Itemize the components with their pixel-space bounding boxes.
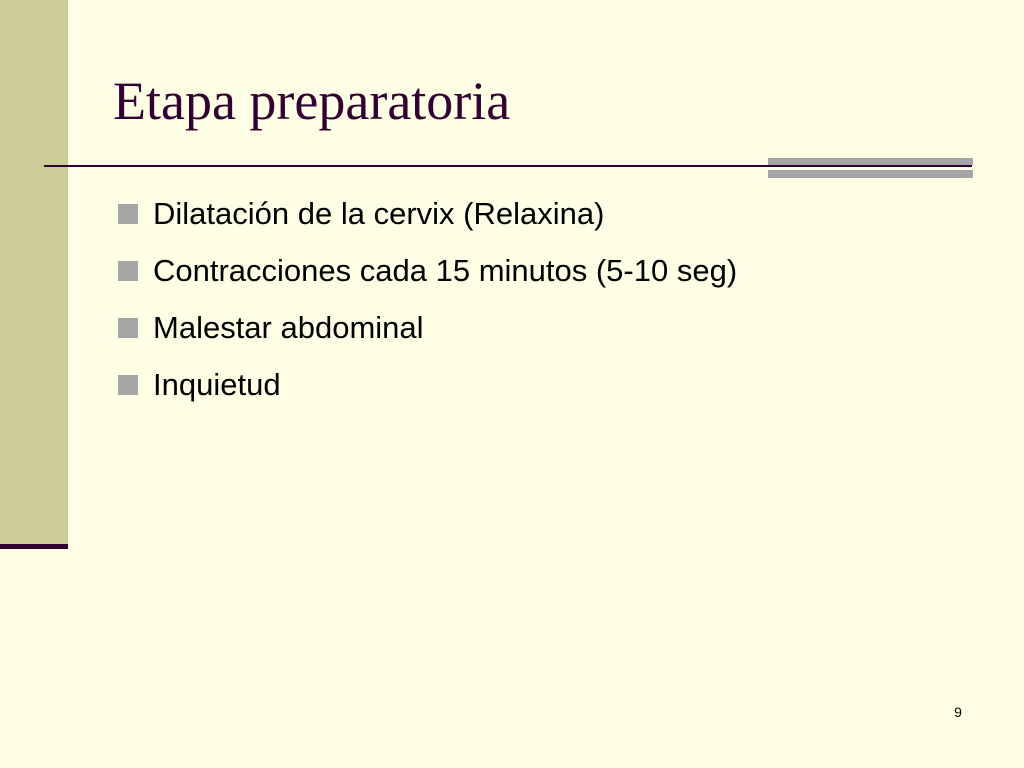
bullet-text: Malestar abdominal bbox=[153, 309, 424, 345]
square-bullet-icon bbox=[118, 261, 138, 281]
accent-bar-bottom bbox=[768, 170, 973, 178]
square-bullet-icon bbox=[118, 318, 138, 338]
bullet-item bbox=[118, 185, 737, 242]
slide-title: Etapa preparatoria bbox=[113, 71, 511, 131]
left-decorative-band bbox=[0, 0, 68, 546]
square-bullet-icon bbox=[118, 204, 138, 224]
bullet-list bbox=[118, 185, 737, 413]
left-band-underline bbox=[0, 544, 68, 549]
bullet-item bbox=[118, 242, 737, 299]
bullet-item bbox=[118, 299, 737, 356]
title-divider-line bbox=[44, 165, 972, 167]
square-bullet-icon bbox=[118, 375, 138, 395]
slide-number: 9 bbox=[954, 704, 962, 720]
bullet-text: Contracciones cada 15 minutos (5-10 seg) bbox=[153, 252, 738, 288]
accent-bar-top bbox=[768, 158, 973, 165]
bullet-item bbox=[118, 356, 737, 413]
bullet-text: Inquietud bbox=[153, 366, 281, 402]
bullet-text: Dilatación de la cervix (Relaxina) bbox=[153, 195, 605, 231]
